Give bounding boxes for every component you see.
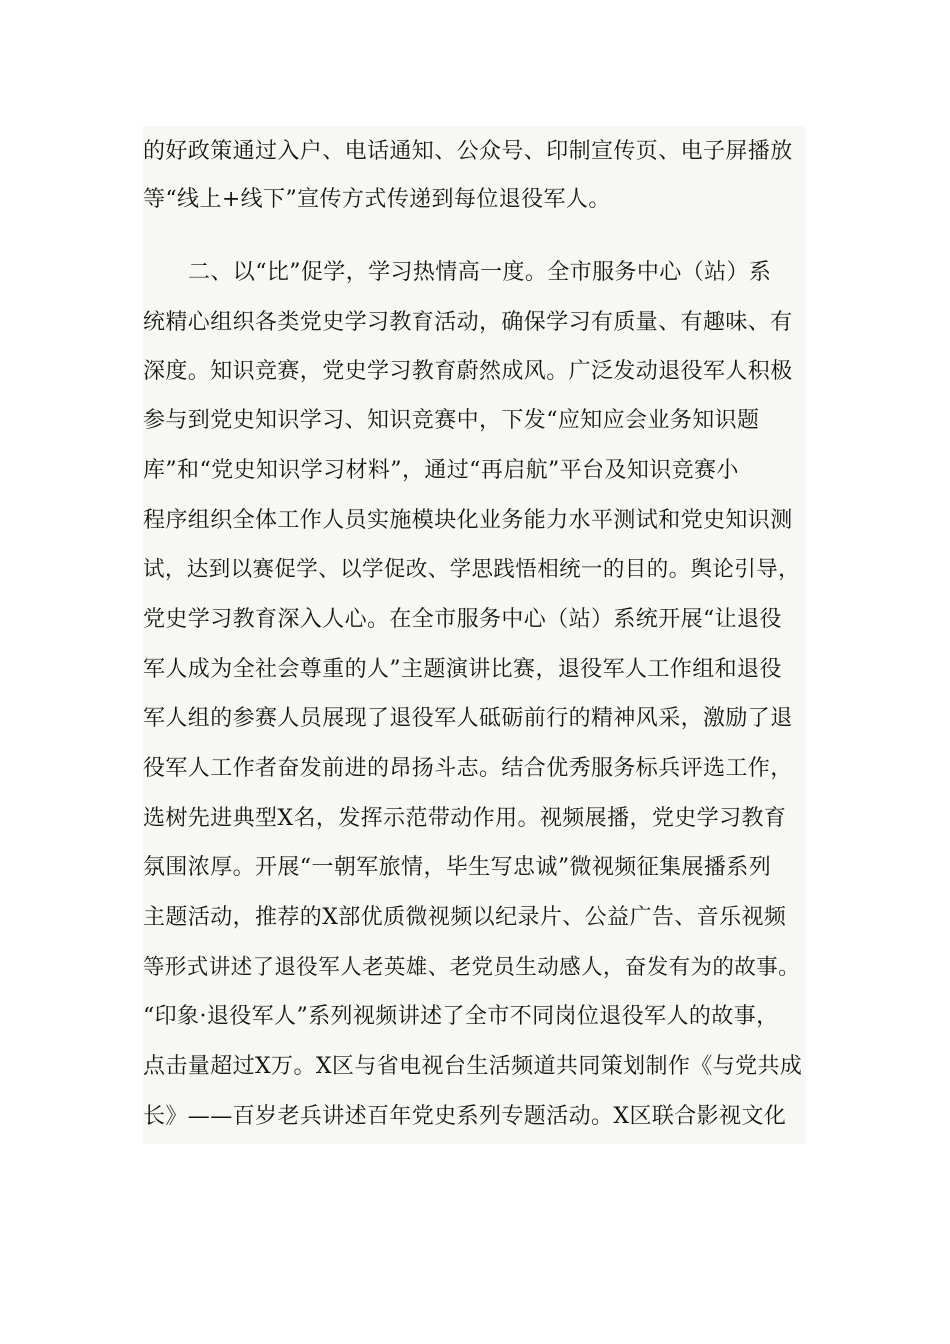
paragraph-line: 等“线上+线下”宣传方式传递到每位退役军人。 bbox=[143, 187, 611, 212]
paragraph-line: 役军人工作者奋发前进的昂扬斗志。结合优秀服务标兵评选工作， bbox=[143, 756, 793, 781]
paragraph-line: “印象·退役军人”系列视频讲述了全市不同岗位退役军人的故事， bbox=[143, 1004, 779, 1029]
paragraph-line: 军人组的参赛人员展现了退役军人砥砺前行的精神风采，激励了退 bbox=[143, 706, 793, 731]
paragraph-line: 试，达到以赛促学、以学促改、学思践悟相统一的目的。舆论引导， bbox=[143, 557, 801, 582]
paragraph-line: 点击量超过X万。X区与省电视台生活频道共同策划制作《与党共成 bbox=[143, 1054, 803, 1079]
paragraph-line: 统精心组织各类党史学习教育活动，确保学习有质量、有趣味、有 bbox=[143, 310, 793, 335]
paragraph-line: 深度。知识竞赛，党史学习教育蔚然成风。广泛发动退役军人积极 bbox=[143, 359, 793, 384]
paragraph-line: 党史学习教育深入人心。在全市服务中心（站）系统开展“让退役 bbox=[143, 607, 782, 632]
paragraph-line: 选树先进典型X名，发挥示范带动作用。视频展播，党史学习教育 bbox=[143, 806, 787, 831]
paragraph-line: 长》——百岁老兵讲述百年党史系列专题活动。X区联合影视文化 bbox=[143, 1104, 787, 1129]
paragraph-line: 的好政策通过入户、电话通知、公众号、印制宣传页、电子屏播放 bbox=[143, 139, 793, 164]
paragraph-line: 库”和“党史知识学习材料”，通过“再启航”平台及知识竞赛小 bbox=[143, 458, 739, 483]
paragraph-line: 参与到党史知识学习、知识竞赛中，下发“应知应会业务知识题 bbox=[143, 408, 760, 433]
paragraph-line: 氛围浓厚。开展“一朝军旅情，毕生写忠诚”微视频征集展播系列 bbox=[143, 855, 772, 880]
paragraph-line: 等形式讲述了退役军人老英雄、老党员生动感人，奋发有为的故事。 bbox=[143, 955, 801, 980]
paragraph-line: 主题活动，推荐的X部优质微视频以纪录片、公益广告、音乐视频 bbox=[143, 905, 787, 930]
paragraph-line: 军人成为全社会尊重的人”主题演讲比赛，退役军人工作组和退役 bbox=[143, 657, 782, 682]
paragraph-line: 程序组织全体工作人员实施模块化业务能力水平测试和党史知识测 bbox=[143, 508, 793, 533]
paragraph-line: 二、以“比”促学，学习热情高一度。全市服务中心（站）系 bbox=[188, 260, 772, 285]
